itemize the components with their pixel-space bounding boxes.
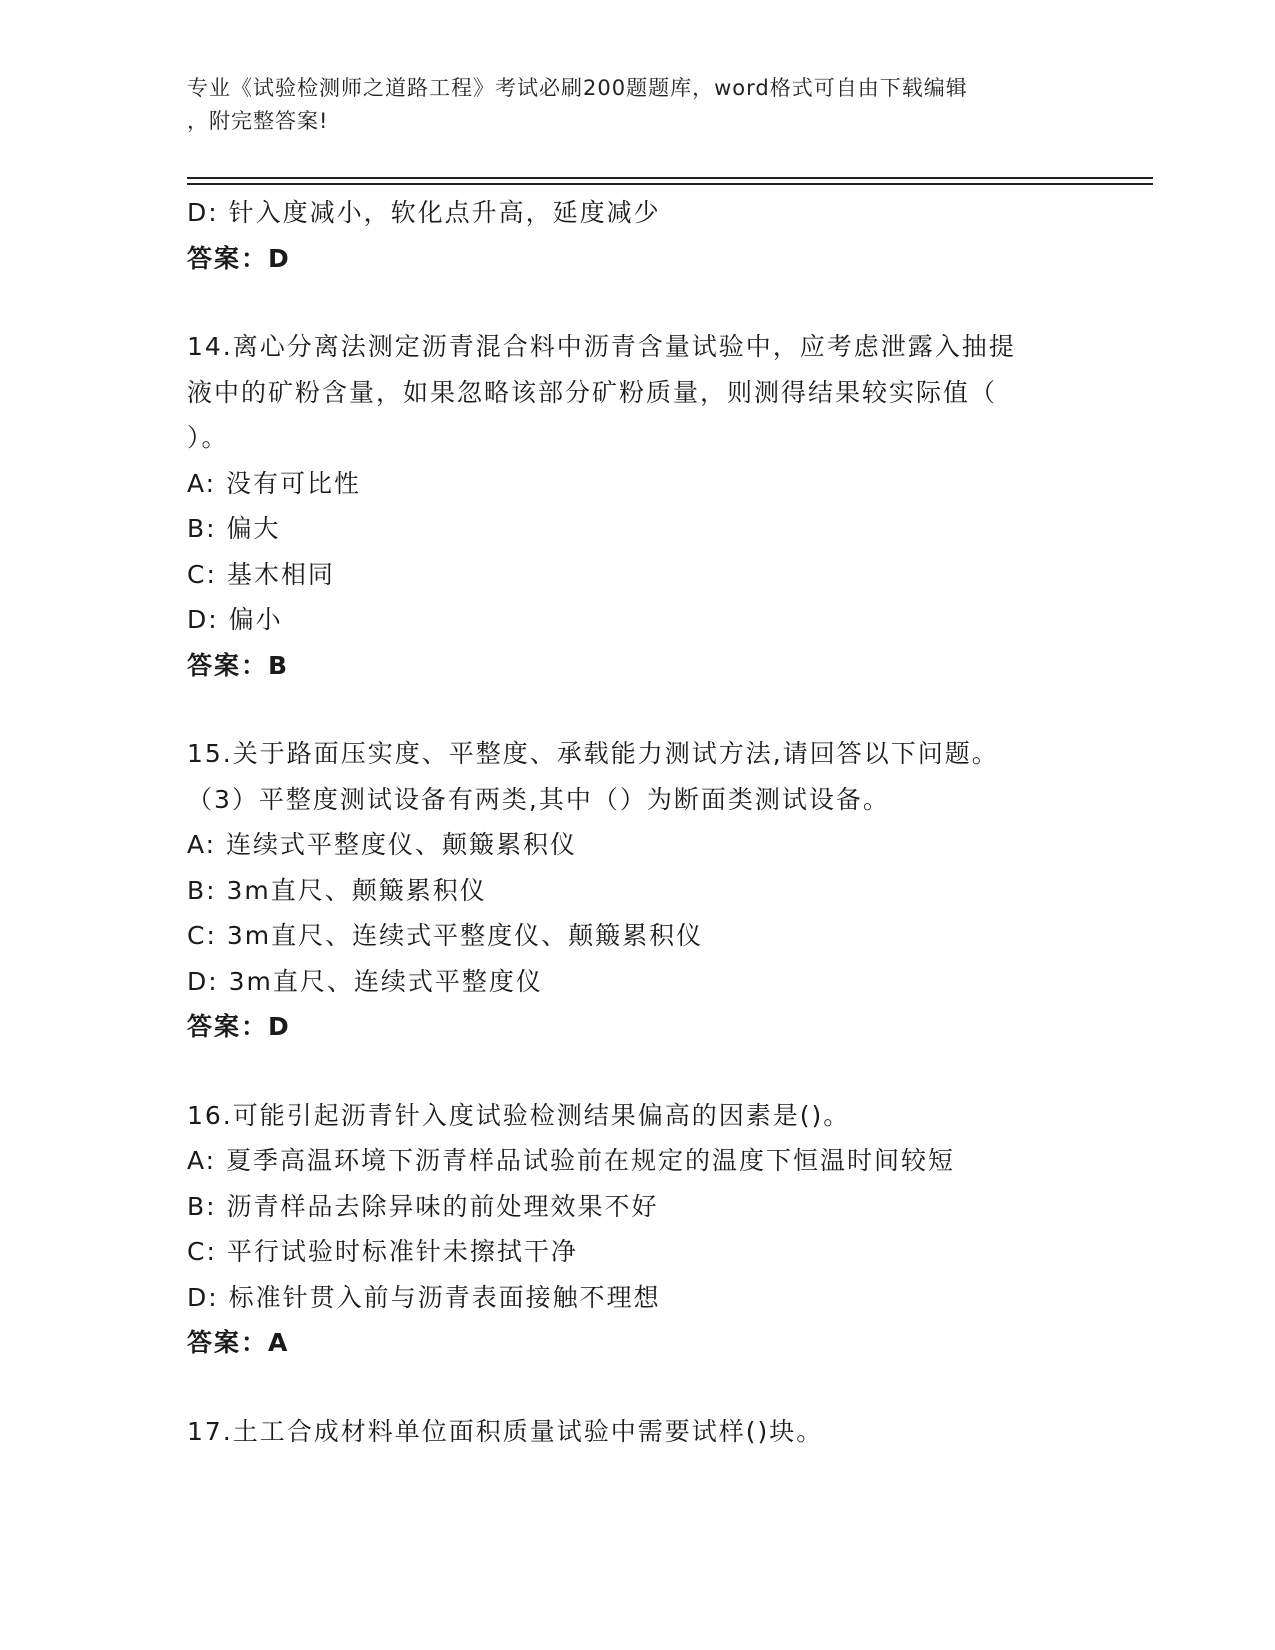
option-a: A: 没有可比性	[187, 468, 362, 498]
answer: 答案：B	[187, 650, 290, 680]
option-d: D: 3m直尺、连续式平整度仪	[187, 966, 543, 996]
option-c: C: 3m直尺、连续式平整度仪、颠簸累积仪	[187, 921, 704, 950]
question-list	[187, 190, 1087, 1454]
header-rule-top	[187, 177, 1153, 179]
option-d: D: 针入度减小，软化点升高，延度减少	[187, 198, 661, 227]
question-16	[187, 1093, 1087, 1366]
question-17	[187, 1409, 1087, 1455]
option-c: C: 平行试验时标准针未擦拭干净	[187, 1237, 578, 1266]
option-d: D: 偏小	[187, 605, 283, 634]
question-stem: 液中的矿粉含量，如果忽略该部分矿粉质量，则测得结果较实际值（	[187, 377, 998, 407]
question-stem: （3）平整度测试设备有两类,其中（）为断面类测试设备。	[187, 784, 890, 814]
header-line-2: ，附完整答案!	[187, 109, 329, 133]
question-stem: 14.离心分离法测定沥青混合料中沥青含量试验中，应考虑泄露入抽提	[187, 332, 1016, 361]
answer: 答案：D	[187, 1012, 291, 1041]
option-b: B: 3m直尺、颠簸累积仪	[187, 875, 487, 905]
question-14	[187, 324, 1087, 688]
spacer	[187, 1366, 1087, 1409]
question-stem: 16.可能引起沥青针入度试验检测结果偏高的因素是()。	[187, 1100, 851, 1130]
option-b: B: 偏大	[187, 514, 281, 543]
question-15	[187, 731, 1087, 1050]
header-line-1: 专业《试验检测师之道路工程》考试必刷200题题库，word格式可自由下载编辑	[187, 76, 968, 100]
answer: 答案：D	[187, 243, 291, 273]
header-rule-bottom	[187, 183, 1153, 185]
spacer	[187, 688, 1087, 731]
option-a: A: 夏季高温环境下沥青样品试验前在规定的温度下恒温时间较短	[187, 1146, 956, 1175]
page-header	[187, 72, 1067, 138]
option-a: A: 连续式平整度仪、颠簸累积仪	[187, 830, 578, 859]
answer: 答案：A	[187, 1328, 290, 1357]
option-c: C: 基木相同	[187, 559, 335, 589]
question-stem: 17.土工合成材料单位面积质量试验中需要试样()块。	[187, 1416, 824, 1446]
option-d: D: 标准针贯入前与沥青表面接触不理想	[187, 1282, 661, 1312]
question-stem: ）。	[187, 423, 229, 452]
option-b: B: 沥青样品去除异味的前处理效果不好	[187, 1191, 659, 1221]
question-13-tail	[187, 190, 1087, 281]
spacer	[187, 281, 1087, 324]
spacer	[187, 1050, 1087, 1093]
question-stem: 15.关于路面压实度、平整度、承载能力测试方法,请回答以下问题。	[187, 739, 999, 768]
